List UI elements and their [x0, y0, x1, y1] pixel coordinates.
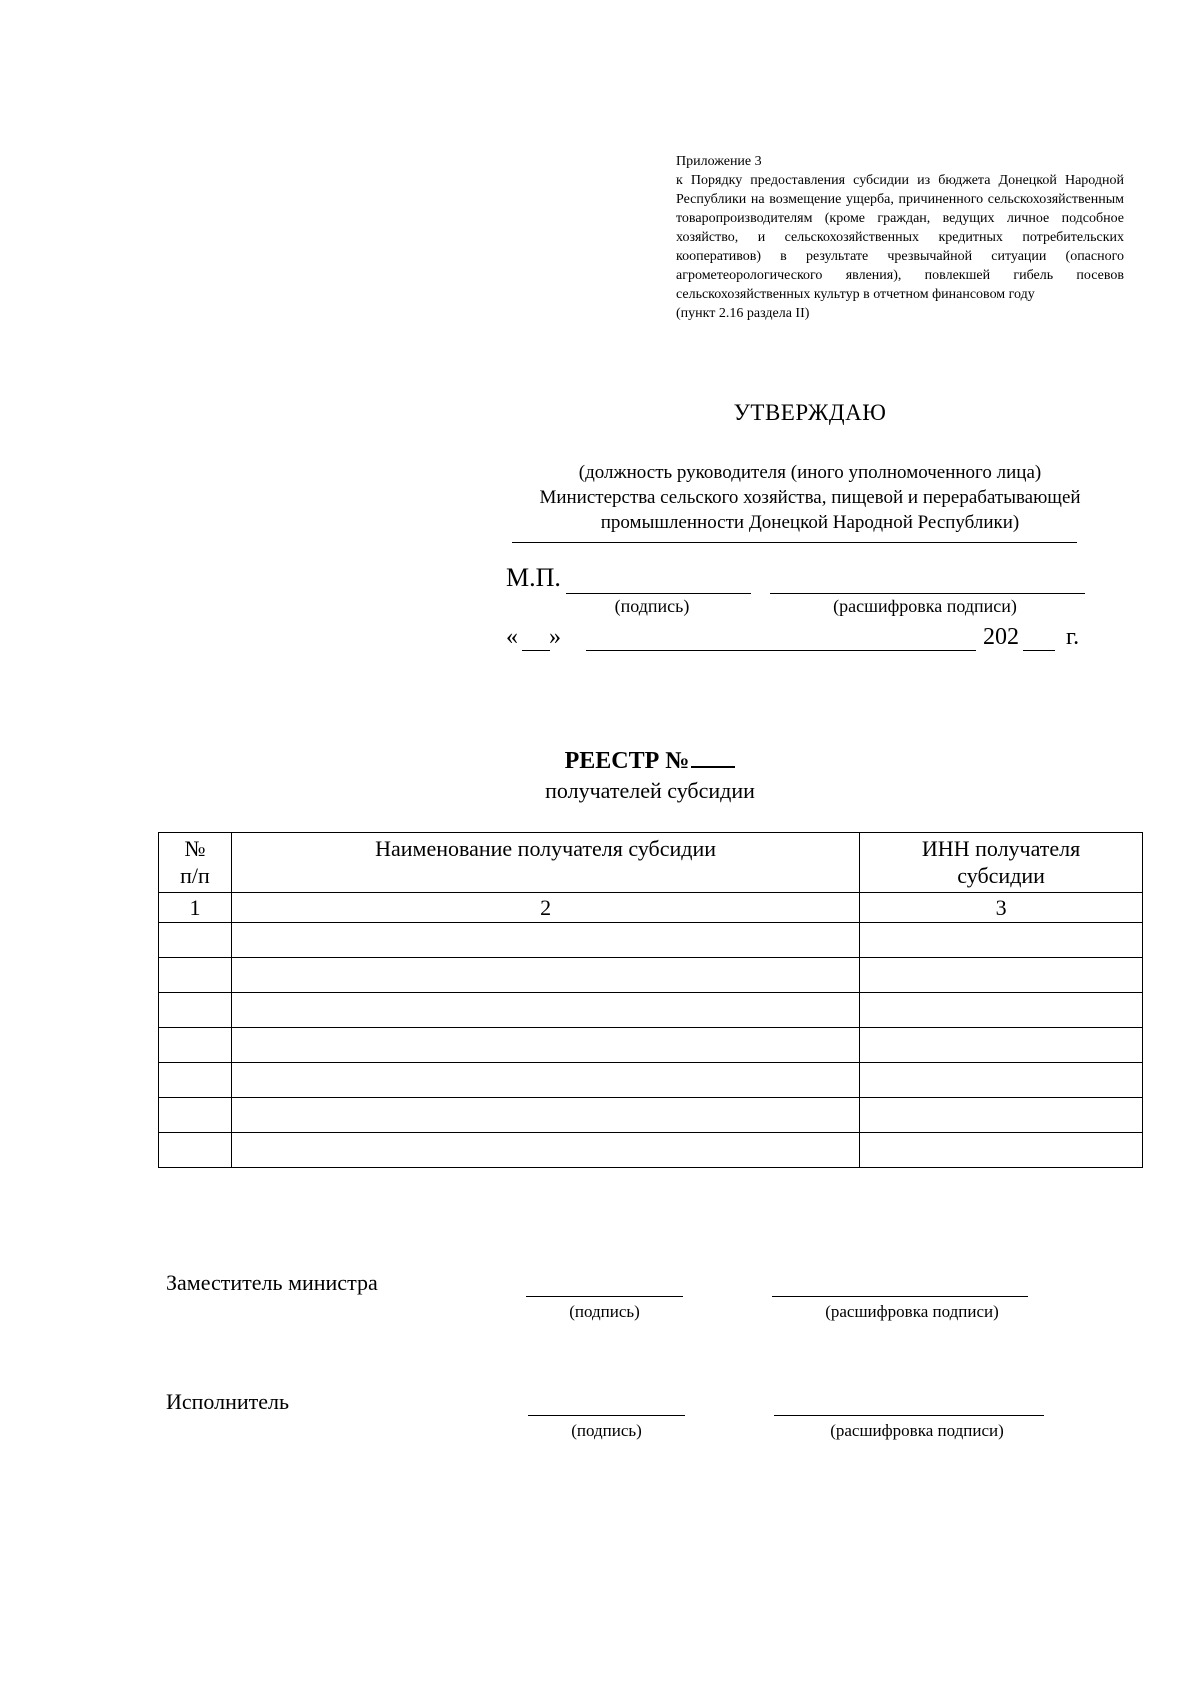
header-number-line-1: №: [184, 836, 206, 861]
row-cell-inn[interactable]: [860, 958, 1143, 993]
approval-decoding-caption: (расшифровка подписи): [833, 596, 1017, 616]
approval-signature-line: [566, 593, 751, 594]
table-row: [159, 1063, 1143, 1098]
executor-decoding-caption: (расшифровка подписи): [830, 1421, 1004, 1440]
executor-signature-line: [528, 1415, 685, 1416]
row-cell-number[interactable]: [159, 1098, 232, 1133]
header-name-cell: [231, 833, 859, 893]
registry-number-line: [691, 748, 735, 768]
column-number-row: [159, 893, 1143, 923]
row-cell-inn[interactable]: [860, 1098, 1143, 1133]
row-cell-inn[interactable]: [860, 1063, 1143, 1098]
appendix-reference: (пункт 2.16 раздела II): [676, 306, 810, 321]
seal-label: М.П.: [506, 563, 561, 592]
appendix-title: Приложение 3: [676, 154, 762, 169]
table-row: [159, 1028, 1143, 1063]
executor-signature-caption: (подпись): [571, 1421, 642, 1440]
row-cell-inn[interactable]: [860, 1028, 1143, 1063]
header-number-cell: [159, 833, 232, 893]
registry-table: [158, 832, 1143, 1168]
row-cell-name[interactable]: [231, 923, 859, 958]
deputy-minister-signature-caption: (подпись): [569, 1302, 640, 1321]
executor-label: Исполнитель: [166, 1389, 290, 1414]
approval-title: УТВЕРЖДАЮ: [733, 400, 887, 425]
header-name-line-1: Наименование получателя субсидии: [375, 836, 717, 861]
table-row: [159, 958, 1143, 993]
deputy-minister-decoding-line: [772, 1296, 1028, 1297]
row-cell-inn[interactable]: [860, 993, 1143, 1028]
header-number-line-2: п/п: [180, 863, 210, 888]
registry-title: [500, 748, 800, 775]
row-cell-name[interactable]: [231, 1028, 859, 1063]
row-cell-number[interactable]: [159, 923, 232, 958]
row-cell-number[interactable]: [159, 993, 232, 1028]
row-cell-inn[interactable]: [860, 923, 1143, 958]
date-day-line: [522, 650, 550, 651]
position-underline: [512, 542, 1077, 543]
row-cell-name[interactable]: [231, 958, 859, 993]
year-line: [1023, 650, 1055, 651]
appendix-header: [676, 152, 1124, 323]
executor-decoding-line: [774, 1415, 1044, 1416]
table-row: [159, 1098, 1143, 1133]
header-inn-line-1: ИНН получателя: [921, 836, 1081, 861]
row-cell-number[interactable]: [159, 1028, 232, 1063]
column-number-1: 1: [159, 893, 232, 923]
row-cell-name[interactable]: [231, 1098, 859, 1133]
appendix-body: к Порядку предоставления субсидии из бюджета Донецкой Народной Республики на возмещение ущерба, причиненного сельскохозяйственным товаропроизводителям (кроме граждан, ведущих личное подсобное хозяйство, и сельскохозяйственных кредитных потребительских кооперативов) в результате чрезвычайной ситуации (опасного агрометеорологического явления), повлекшей гибель посевов сельскохозяйственных культур в отчетном финансовом году: [676, 173, 1124, 302]
row-cell-name[interactable]: [231, 1063, 859, 1098]
date-close-quote: »: [549, 624, 561, 650]
row-cell-number[interactable]: [159, 1063, 232, 1098]
date-month-line: [586, 650, 976, 651]
row-cell-inn[interactable]: [860, 1133, 1143, 1168]
registry-title-text: РЕЕСТР №: [564, 748, 690, 774]
row-cell-name[interactable]: [231, 993, 859, 1028]
approval-signature-caption: (подпись): [614, 596, 690, 616]
deputy-minister-label: Заместитель министра: [166, 1270, 378, 1295]
year-suffix: г.: [1066, 624, 1080, 650]
registry-subtitle: получателей субсидии: [545, 778, 755, 803]
approval-position-line-1: (должность руководителя (иного уполномоченного лица): [578, 462, 1042, 483]
approval-position-description: [500, 460, 1120, 535]
date-open-quote: «: [506, 624, 518, 650]
header-inn-cell: [860, 833, 1143, 893]
column-number-3: 3: [860, 893, 1143, 923]
deputy-minister-signature-line: [526, 1296, 683, 1297]
table-row: [159, 1133, 1143, 1168]
year-prefix: 202: [983, 624, 1019, 650]
row-cell-name[interactable]: [231, 1133, 859, 1168]
table-row: [159, 923, 1143, 958]
approval-position-line-3: промышленности Донецкой Народной Республики): [600, 512, 1020, 533]
table-header-row: [159, 833, 1143, 893]
column-number-2: 2: [231, 893, 859, 923]
deputy-minister-decoding-caption: (расшифровка подписи): [825, 1302, 999, 1321]
row-cell-number[interactable]: [159, 958, 232, 993]
row-cell-number[interactable]: [159, 1133, 232, 1168]
approval-position-line-2: Министерства сельского хозяйства, пищевой и перерабатывающей: [539, 487, 1081, 508]
header-inn-line-2: субсидии: [957, 863, 1045, 888]
table-row: [159, 993, 1143, 1028]
approval-decoding-line: [770, 593, 1085, 594]
